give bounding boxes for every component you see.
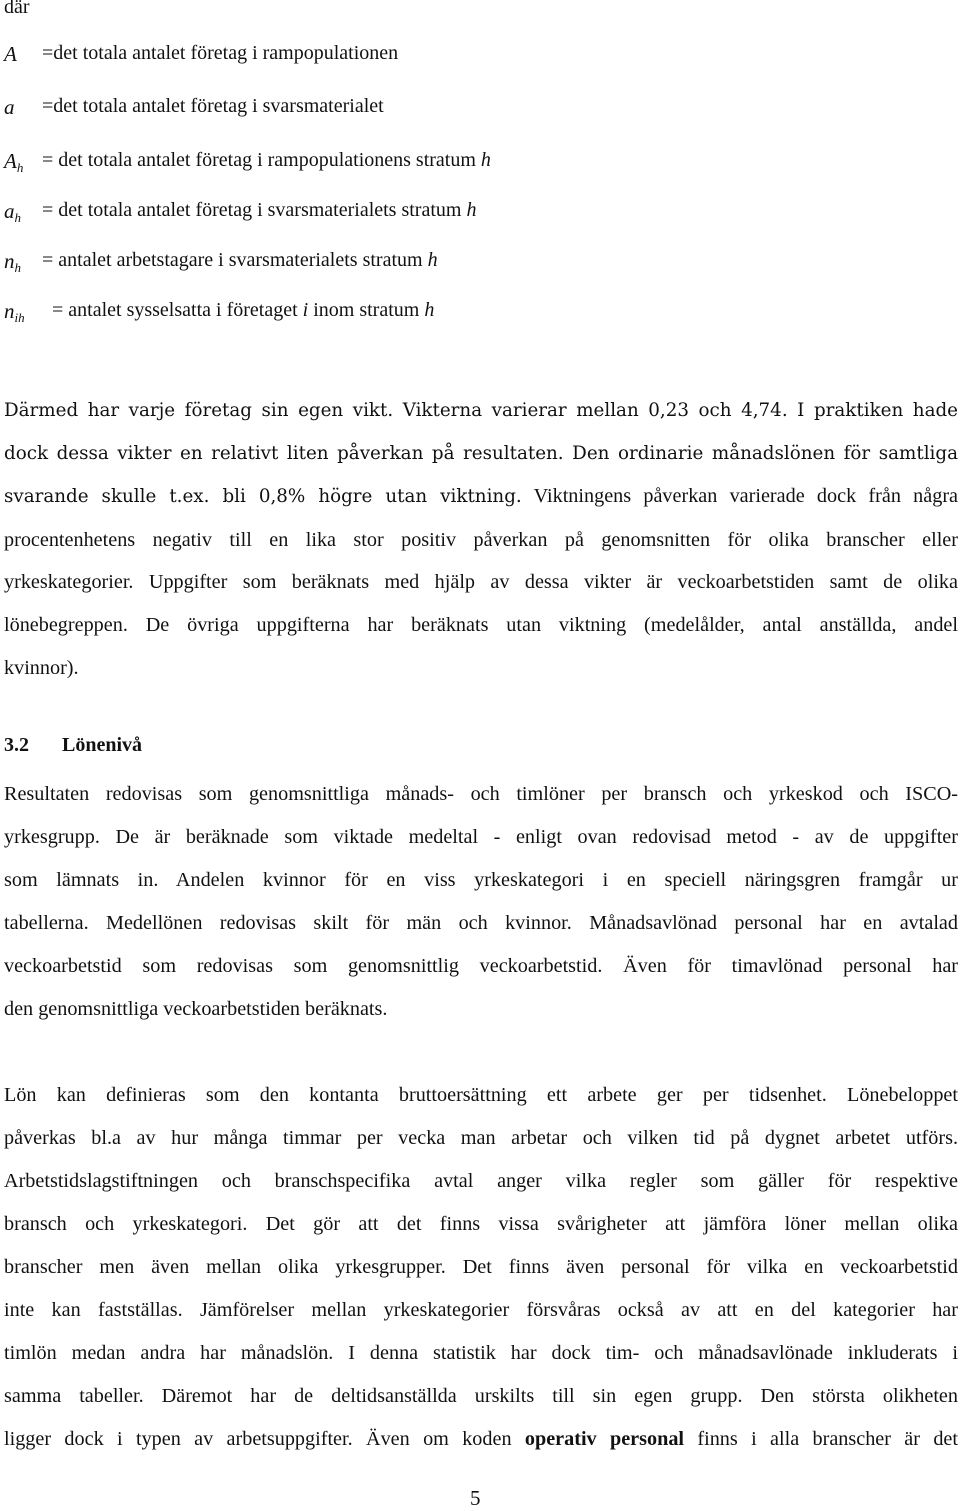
text-line: påverkas bl.a av hur många timmar per vecka man arbetar och vilken tid på dygnet arbetet utförs. xyxy=(4,1127,958,1149)
paragraph-results xyxy=(4,773,958,1031)
text-line: Därmed har varje företag sin egen vikt. Vikterna varierar mellan 0,23 och 4,74. I praktiken hade xyxy=(4,400,958,421)
definition-text: =det totala antalet företag i svarsmaterialet xyxy=(42,95,384,117)
text-line: inte kan fastställas. Jämförelser mellan yrkeskategorier försvåras också av att en del kategorier har xyxy=(4,1299,958,1321)
text-line: ligger dock i typen av arbetsuppgifter. Även om koden operativ personal finns i alla branscher är det xyxy=(4,1428,958,1450)
symbol: $A_h$ xyxy=(4,149,24,175)
text-line: procentenhetens negativ till en lika stor positiv påverkan på genomsnitten för olika branscher eller xyxy=(4,528,958,551)
text-line: Resultaten redovisas som genomsnittliga månads- och timlöner per bransch och yrkeskod och ISCO- xyxy=(4,783,958,805)
page-number: 5 xyxy=(470,1486,481,1510)
definition-row xyxy=(4,199,764,231)
text-line: bransch och yrkeskategori. Det gör att det finns vissa svårigheter att jämföra löner mellan olika xyxy=(4,1213,958,1235)
text-line: yrkesgrupp. De är beräknade som viktade medeltal - enligt ovan redovisad metod - av de uppgifter xyxy=(4,826,958,848)
definition-text: = det totala antalet företag i rampopulationens stratum h xyxy=(42,149,491,171)
text-line: svarande skulle t.ex. bli 0,8% högre utan viktning. Viktningens påverkan varierade dock från några xyxy=(4,485,959,508)
definition-row xyxy=(4,42,764,74)
text-line: timlön medan andra har månadslön. I denna statistik har dock tim- och månadsavlönade inkluderats i xyxy=(4,1342,958,1364)
paragraph-weighting xyxy=(4,390,958,689)
section-title: Lönenivå xyxy=(62,734,143,756)
text-line: kvinnor). xyxy=(4,656,79,679)
text-line: som lämnats in. Andelen kvinnor för en viss yrkeskategori i en speciell näringsgren framgår ur xyxy=(4,869,958,891)
text-line: tabellerna. Medellönen redovisas skilt för män och kvinnor. Månadsavlönad personal har en avtalad xyxy=(4,912,958,934)
definition-row xyxy=(4,249,764,281)
definition-text: = det totala antalet företag i svarsmaterialets stratum h xyxy=(42,199,477,221)
text-line: samma tabeller. Däremot har de deltidsanställda urskilts till sin egen grupp. Den största olikheten xyxy=(4,1385,958,1407)
text-line: Lön kan definieras som den kontanta bruttoersättning ett arbete ger per tidsenhet. Lönebeloppet xyxy=(4,1084,958,1106)
symbol: $n_h$ xyxy=(4,249,21,275)
definition-row xyxy=(4,95,764,127)
text-line: dock dessa vikter en relativt liten påverkan på resultaten. Den ordinarie månadslönen för samtliga xyxy=(4,442,958,464)
paragraph-wage-definition xyxy=(4,1074,958,1461)
definition-text: = antalet sysselsatta i företaget i inom stratum h xyxy=(52,299,435,321)
text-line: den genomsnittliga veckoarbetstiden beräknats. xyxy=(4,998,388,1020)
intro-word: där xyxy=(4,0,30,18)
definition-row xyxy=(4,149,764,181)
definition-text: =det totala antalet företag i rampopulationen xyxy=(42,42,399,64)
bold-term: operativ personal xyxy=(524,1428,685,1450)
definition-row xyxy=(4,299,764,331)
section-heading xyxy=(4,734,142,757)
text-line: Arbetstidslagstiftningen och branschspecifika avtal anger vilka regler som gäller för respektive xyxy=(4,1170,958,1192)
text-line: lönebegreppen. De övriga uppgifterna har beräknats utan viktning (medelålder, antal anställda, andel xyxy=(4,613,958,636)
symbol: $a_h$ xyxy=(4,199,21,225)
text-line: branscher men även mellan olika yrkesgrupper. Det finns även personal för vilka en veckoarbetstid xyxy=(4,1256,958,1278)
text-line: yrkeskategorier. Uppgifter som beräknats med hjälp av dessa vikter är veckoarbetstiden samt de olika xyxy=(4,571,958,594)
text-line: veckoarbetstid som redovisas som genomsnittlig veckoarbetstid. Även för timavlönad personal har xyxy=(4,955,958,977)
symbol: a xyxy=(4,95,15,119)
section-number: 3.2 xyxy=(4,734,29,756)
symbol: $n_{ih}$ xyxy=(4,299,25,325)
symbol: A xyxy=(4,42,17,66)
definition-text: = antalet arbetstagare i svarsmaterialets stratum h xyxy=(42,249,438,271)
